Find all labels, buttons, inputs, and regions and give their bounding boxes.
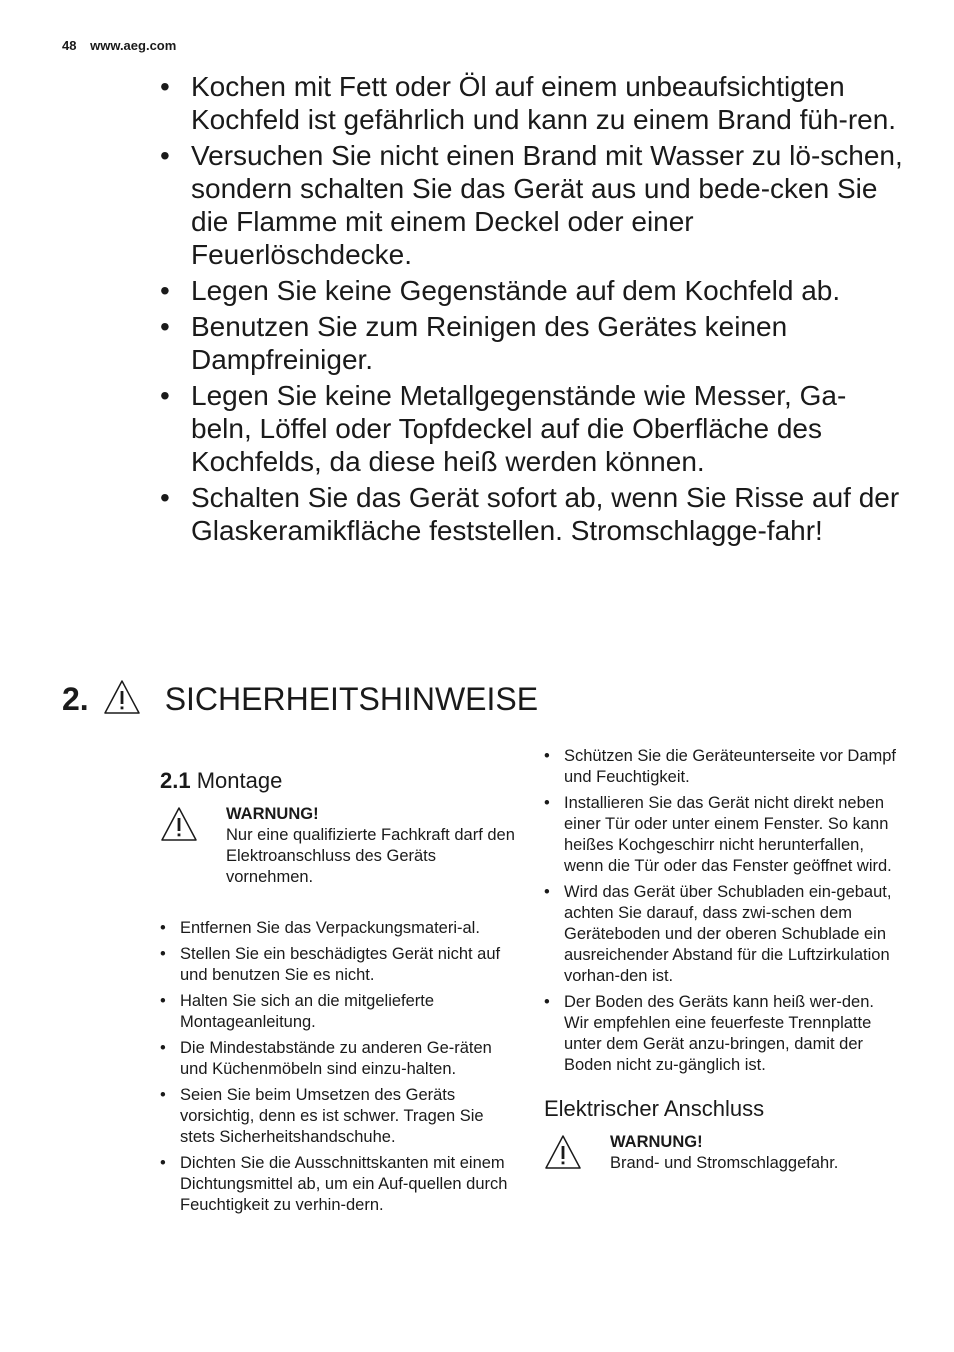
list-item: • Legen Sie keine Gegenstände auf dem Kochfeld ab. [160, 275, 841, 306]
list-item: • Dichten Sie die Ausschnittskanten mit einem Dichtungsmittel ab, um ein Auf-quellen durch Feuchtigkeit zu verhin-dern. [160, 1154, 508, 1214]
section-number: 2. [62, 680, 89, 717]
warning-text: Brand- und Stromschlaggefahr. [610, 1154, 839, 1172]
montage-list [160, 918, 515, 1216]
list-item: • Seien Sie beim Umsetzen des Geräts vorsichtig, denn es ist schwer. Tragen Sie stets Sicherheitshandschuhe. [160, 1086, 484, 1146]
header-url: www.aeg.com [90, 38, 177, 53]
right-column [544, 746, 896, 1205]
section-heading [62, 676, 538, 722]
list-item: • Installieren Sie das Gerät nicht direkt neben einer Tür oder unter einem Fenster. So kann heißes Kochgeschirr nicht herunterfallen, wenn die Tür oder das Fenster geöffnet wird. [544, 794, 892, 875]
list-item: • Der Boden des Geräts kann heiß wer-den. Wir empfehlen eine feuerfeste Trennplatte unter dem Gerät anzu-bringen, damit der Boden nicht zu-gänglich ist. [544, 993, 874, 1074]
warning-triangle-icon [544, 1132, 610, 1175]
list-item: • Versuchen Sie nicht einen Brand mit Wasser zu lö-schen, sondern schalten Sie das Gerät aus und bede-cken Sie die Flamme mit einem Deckel oder einer Feuerlöschdecke. [160, 140, 903, 270]
list-item: • Schalten Sie das Gerät sofort ab, wenn Sie Risse auf der Glaskeramikfläche feststellen. Stromschlagge-fahr! [160, 482, 900, 546]
bullet-icon: • [160, 919, 166, 937]
section-title: SICHERHEITSHINWEISE [164, 680, 539, 717]
bullet-icon: • [160, 482, 170, 513]
list-item: • Stellen Sie ein beschädigtes Gerät nicht auf und benutzen Sie es nicht. [160, 945, 501, 984]
right-list [544, 746, 896, 1076]
elektrischer-section [544, 1096, 896, 1175]
bullet-icon: • [160, 1039, 166, 1057]
warning-box [544, 1132, 896, 1175]
bullet-icon: • [160, 992, 166, 1010]
page-header [62, 38, 176, 53]
bullet-icon: • [160, 311, 170, 342]
warning-title: WARNUNG! [226, 805, 319, 823]
list-item: • Schützen Sie die Geräteunterseite vor Dampf und Feuchtigkeit. [544, 747, 897, 786]
warning-title: WARNUNG! [610, 1133, 703, 1151]
bullet-icon: • [160, 945, 166, 963]
list-item: • Die Mindestabstände zu anderen Ge-räten und Küchenmöbeln sind einzu-halten. [160, 1039, 492, 1078]
bullet-icon: • [160, 275, 170, 306]
warning-box [160, 804, 515, 888]
list-item: • Legen Sie keine Metallgegenstände wie Messer, Ga-beln, Löffel oder Topfdeckel auf die Oberfläche des Kochfelds, da diese heiß werden können. [160, 380, 847, 477]
bullet-icon: • [160, 1086, 166, 1104]
bullet-icon: • [544, 747, 550, 765]
bullet-icon: • [160, 1154, 166, 1172]
list-item: • Wird das Gerät über Schubladen ein-gebaut, achten Sie darauf, dass zwi-schen dem Geräteboden und der oberen Schublade ein ausreichender Abstand für die Luftzirkulation vorhan-den ist. [544, 883, 892, 985]
bullet-icon: • [160, 140, 170, 171]
warning-text: Nur eine qualifizierte Fachkraft darf den Elektroanschluss des Geräts vornehmen. [226, 826, 515, 886]
bullet-icon: • [160, 71, 170, 102]
page-number: 48 [62, 38, 77, 53]
warning-triangle-icon [160, 804, 226, 888]
list-item: • Entfernen Sie das Verpackungsmateri-al. [160, 919, 480, 937]
list-item: • Kochen mit Fett oder Öl auf einem unbeaufsichtigten Kochfeld ist gefährlich und kann zu einem Brand füh-ren. [160, 71, 897, 135]
subsection-heading: Elektrischer Anschluss [544, 1096, 765, 1121]
bullet-icon: • [544, 993, 550, 1011]
top-bullet-list [160, 70, 905, 550]
left-column [160, 768, 515, 1221]
subsection-heading: 2.1 Montage [160, 768, 283, 793]
warning-triangle-icon [103, 679, 141, 720]
list-item: • Benutzen Sie zum Reinigen des Gerätes keinen Dampfreiniger. [160, 311, 788, 375]
bullet-icon: • [544, 794, 550, 812]
bullet-icon: • [544, 883, 550, 901]
bullet-icon: • [160, 380, 170, 411]
list-item: • Halten Sie sich an die mitgelieferte Montageanleitung. [160, 992, 435, 1031]
